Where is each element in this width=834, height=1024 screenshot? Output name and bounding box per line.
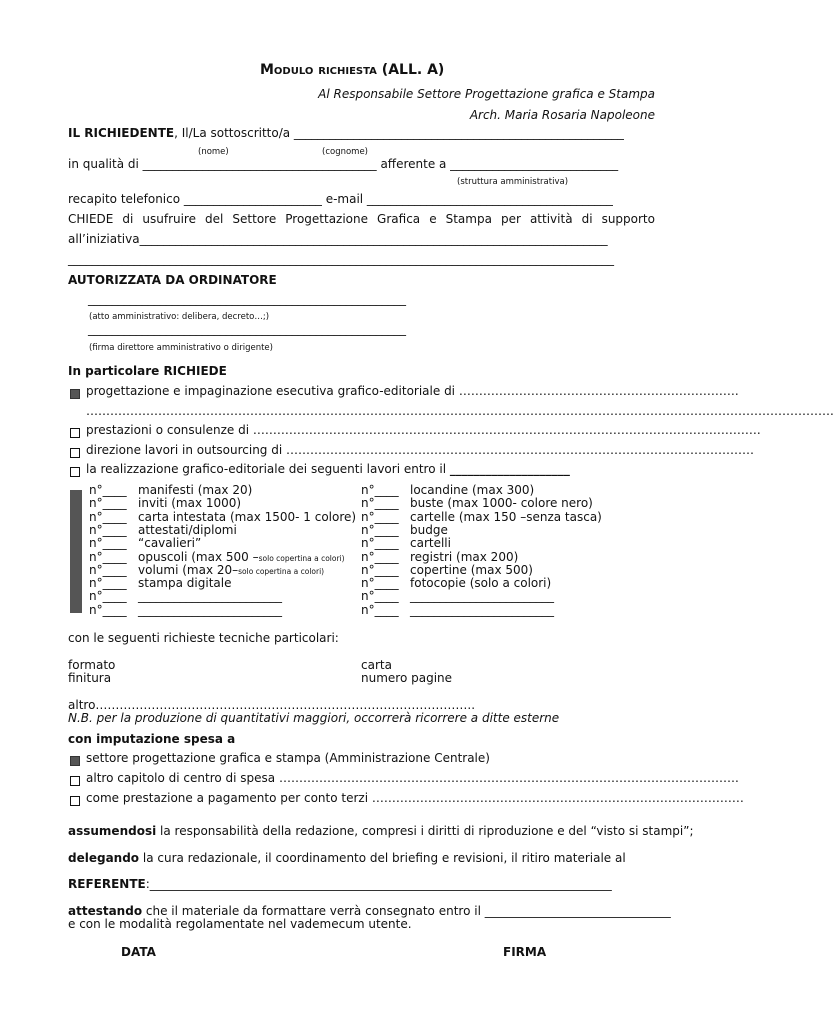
item-label-text: ________________________ (410, 602, 554, 617)
item-quantity-field[interactable]: n°____ (89, 522, 127, 537)
hint-struttura: (struttura amministrativa) (457, 177, 569, 187)
hint-nome: (nome) (198, 147, 229, 157)
opt3-checkbox[interactable] (70, 448, 80, 458)
chiede-word: usufruire (142, 212, 196, 226)
item-quantity-field[interactable]: n°____ (89, 562, 127, 577)
item-label-text: stampa digitale (138, 576, 232, 591)
opt2-label: prestazioni o consulenze di ………………………………………………………………………………………………………………. (86, 423, 761, 437)
item-quantity-field[interactable]: n°____ (89, 496, 127, 511)
item-quantity-field[interactable]: n°____ (361, 562, 399, 577)
pagine-field[interactable]: numero pagine (361, 671, 453, 685)
item-label-text: copertine (max 500) (410, 562, 533, 577)
opt4-label: la realizzazione grafico-editoriale dei seguenti lavori entro il (86, 462, 447, 476)
item-label-text: manifesti (max 20) (138, 483, 253, 497)
item-quantity-field[interactable]: n°____ (361, 509, 399, 524)
title-smallcaps: Modulo richiesta (260, 62, 377, 78)
item-quantity-field[interactable]: n°____ (89, 509, 127, 524)
hint-cognome: (cognome) (322, 147, 368, 157)
item-quantity-field[interactable]: n°____ (361, 576, 399, 591)
referente-line (68, 878, 612, 892)
chiede-word: di (581, 212, 593, 226)
finitura-field[interactable]: finitura (68, 671, 112, 685)
opt2-checkbox[interactable] (70, 428, 80, 438)
delegando-line (68, 852, 626, 866)
item-label-text: cartelle (max 150 –senza tasca) (410, 509, 602, 524)
item-label-text: buste (max 1000- colore nero) (410, 496, 593, 511)
qualita-field[interactable]: in qualità di _______________________________________ afferente a ____________________________ (68, 157, 619, 171)
opt4-checkbox[interactable] (70, 467, 80, 477)
authorized-act-hint: (atto amministrativo: delibera, decreto…;) (89, 312, 270, 322)
charge2-checkbox[interactable] (70, 776, 80, 786)
contacts-field[interactable]: recapito telefonico _______________________ e-mail _________________________________________ (68, 192, 613, 206)
item-label-text: budge (410, 522, 448, 537)
opt1-label: progettazione e impaginazione esecutiva grafico-editoriale di ……………………………………………………………. (86, 384, 739, 398)
charge-heading: con imputazione spesa a (68, 732, 236, 746)
formato-field[interactable]: formato (68, 658, 116, 672)
delegando-label: delegando (68, 851, 140, 865)
item-quantity-field[interactable]: n°____ (89, 602, 127, 617)
addressee-line-2: Arch. Maria Rosaria Napoleone (469, 108, 655, 122)
charge3-label: come prestazione a pagamento per conto terzi ………………………………………………………………………………… (86, 791, 744, 805)
item-quantity-field[interactable]: n°____ (89, 549, 127, 564)
chiede-word: supporto (601, 212, 655, 226)
item-label-text: “cavalieri” (138, 536, 202, 551)
charge1-label: settore progettazione grafica e stampa (Amministrazione Centrale) (86, 751, 490, 765)
chiede-word: del (205, 212, 224, 226)
delegando-text: la cura redazionale, il coordinamento del briefing e revisioni, il ritiro materiale al (139, 851, 626, 865)
opt3-label: direzione lavori in outsourcing di ……………………………………………………………………………………………………… (86, 443, 755, 457)
item-label-text: cartelli (410, 536, 451, 551)
authorized-signature-line[interactable]: _____________________________________________________ (88, 322, 406, 336)
item-quantity-field[interactable]: n°____ (89, 589, 127, 604)
item-label-text: ________________________ (138, 602, 282, 617)
chiede-word: e (429, 212, 437, 226)
date-label: DATA (121, 945, 156, 959)
item-label-text: attestati/diplomi (138, 522, 237, 537)
opt4-line (86, 463, 570, 477)
item-label-note: solo copertina a colori) (258, 553, 345, 563)
item-quantity-field[interactable]: n°____ (89, 483, 127, 497)
item-label (410, 604, 554, 618)
attestando-label: attestando (68, 904, 143, 918)
chiede-word: Stampa (445, 212, 492, 226)
item-quantity-field[interactable]: n°____ (361, 496, 399, 511)
referente-label: REFERENTE (68, 877, 146, 891)
item-label-note: solo copertina a colori) (238, 566, 325, 576)
authorized-heading: AUTORIZZATA DA ORDINATORE (68, 273, 277, 287)
chiede-line (68, 213, 655, 227)
authorized-signature-hint: (firma direttore amministrativo o dirigente) (89, 343, 273, 353)
charge3-checkbox[interactable] (70, 796, 80, 806)
chiede-word: CHIEDE (68, 212, 114, 226)
item-quantity-field[interactable]: n°____ (361, 589, 399, 604)
addressee-line-1: Al Responsabile Settore Progettazione grafica e Stampa (318, 87, 655, 101)
title-annex: (ALL. A) (376, 62, 445, 78)
item-quantity-field[interactable]: n°____ (361, 483, 399, 497)
chiede-word: attività (529, 212, 573, 226)
opt1-continuation[interactable]: ……………………………………………………………………………………………………………………………………………………………………. (86, 404, 834, 418)
item-label (138, 604, 282, 618)
item-quantity-field[interactable]: n°____ (361, 536, 399, 551)
attestando-field[interactable]: che il materiale da formattare verrà consegnato entro il _______________________________ (142, 904, 671, 918)
charge1-checkbox[interactable] (70, 756, 80, 766)
item-quantity-field[interactable]: n°____ (89, 536, 127, 551)
signature-label: FIRMA (503, 945, 547, 959)
carta-field[interactable]: carta (361, 658, 392, 672)
item-quantity-field[interactable]: n°____ (361, 602, 399, 617)
opt4-deadline-field[interactable]: ____________________ (449, 462, 570, 476)
nb-note: N.B. per la produzione di quantitativi maggiori, occorrerà ricorrere a ditte esterne (68, 711, 560, 725)
attestando-cont: e con le modalità regolamentate nel vademecum utente. (68, 917, 412, 931)
requester-label: IL RICHIEDENTE (68, 126, 175, 140)
item-label-text: ________________________ (138, 589, 282, 604)
requester-line (68, 127, 624, 141)
referente-field[interactable]: :_____________________________________________________________________________ (145, 877, 612, 891)
authorized-act-line[interactable]: _____________________________________________________ (88, 292, 406, 306)
item-label-text: carta intestata (max 1500- 1 colore) (138, 509, 357, 524)
item-label-text: registri (max 200) (410, 549, 519, 564)
assumendosi-label: assumendosi (68, 824, 157, 838)
item-quantity-field[interactable]: n°____ (361, 522, 399, 537)
requests-heading: In particolare RICHIEDE (68, 364, 227, 378)
items-bracket-bar (70, 490, 82, 613)
item-quantity-field[interactable]: n°____ (361, 549, 399, 564)
technical-intro: con le seguenti richieste tecniche particolari: (68, 631, 339, 645)
assumendosi-line (68, 825, 694, 839)
item-label-text: opuscoli (max 500 – (138, 549, 259, 564)
item-quantity-field[interactable]: n°____ (89, 576, 127, 591)
item-label-text: inviti (max 1000) (138, 496, 242, 511)
requester-name-field[interactable]: , Il/La sottoscritto/a _______________________________________________________ (174, 126, 624, 140)
chiede-word: Settore (232, 212, 277, 226)
item-label-text: volumi (max 20– (138, 562, 239, 577)
iniziativa-field[interactable]: all’iniziativa______________________________________________________________________________ (68, 232, 608, 246)
altro-field[interactable]: altro………………………………………………………………………………….. (68, 698, 476, 712)
iniziativa-field-cont[interactable]: ___________________________________________________________________________________________ (68, 252, 614, 266)
charge2-label: altro capitolo di centro di spesa ……………………………………………………………………………………………………. (86, 771, 739, 785)
chiede-word: Progettazione (285, 212, 369, 226)
chiede-word: per (500, 212, 521, 226)
chiede-word: Grafica (377, 212, 421, 226)
assumendosi-text: la responsabilità della redazione, compresi i diritti di riproduzione e del “visto si stampi”; (156, 824, 694, 838)
item-label-text: ________________________ (410, 589, 554, 604)
item-label-text: locandine (max 300) (410, 483, 535, 497)
form-title (260, 62, 444, 78)
chiede-word: di (122, 212, 134, 226)
opt1-checkbox[interactable] (70, 389, 80, 399)
item-label-text: fotocopie (solo a colori) (410, 576, 552, 591)
